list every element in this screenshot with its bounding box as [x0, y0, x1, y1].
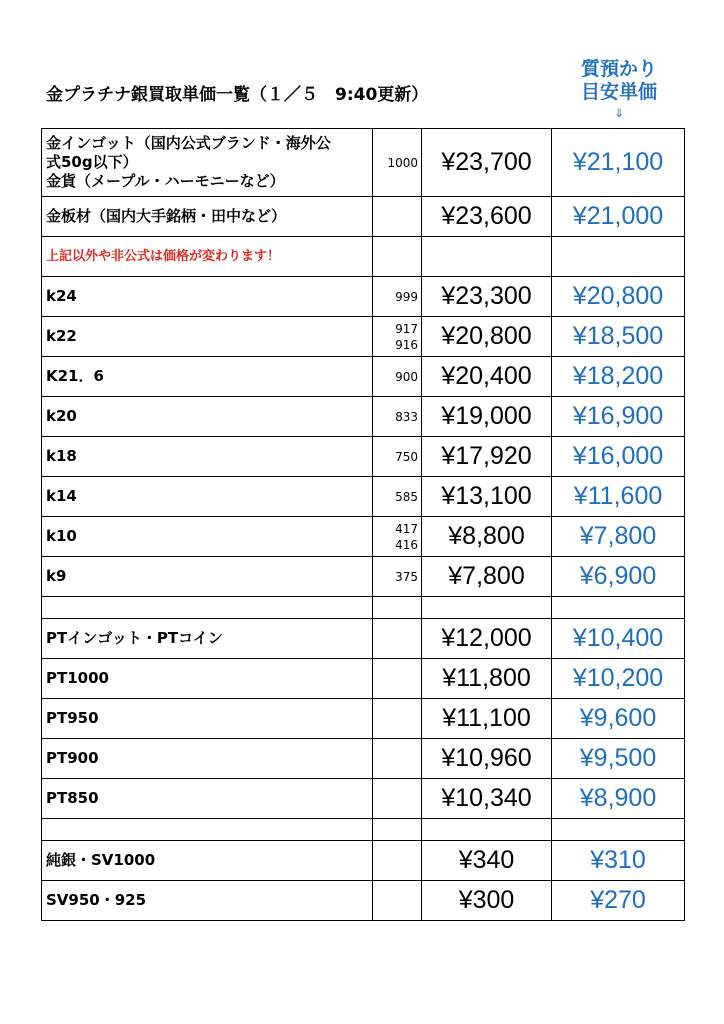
table-row: [42, 357, 685, 397]
item-name: [42, 841, 373, 881]
price-table: [41, 128, 685, 921]
item-name-line: PTインゴット・PTコイン: [46, 629, 223, 647]
item-name: [42, 477, 373, 517]
purity-cell: [373, 517, 422, 557]
purity-value: 416: [395, 537, 418, 552]
table-row: [42, 517, 685, 557]
buy-price: ¥19,000: [422, 397, 552, 437]
item-name: [42, 659, 373, 699]
purity-cell: [373, 129, 422, 197]
table-row: [42, 779, 685, 819]
item-name-line: k9: [46, 567, 67, 585]
purity-cell: [373, 619, 422, 659]
table-row: [42, 237, 685, 277]
pawn-price: [552, 819, 685, 841]
pawn-header-line2: 目安単価: [580, 81, 657, 103]
buy-price: ¥12,000: [422, 619, 552, 659]
pawn-price: ¥6,900: [552, 557, 685, 597]
item-name: [42, 129, 373, 197]
purity-value: 833: [395, 409, 418, 424]
item-name-line: PT950: [46, 709, 99, 727]
item-name: [42, 437, 373, 477]
buy-price: ¥7,800: [422, 557, 552, 597]
purity-cell: [373, 277, 422, 317]
purity-value: 375: [395, 569, 418, 584]
item-name-line: 純銀・SV1000: [46, 851, 156, 869]
item-name: [42, 739, 373, 779]
pawn-price-header: [560, 58, 678, 104]
item-name: [42, 197, 373, 237]
item-name-line: PT850: [46, 789, 99, 807]
item-name-line: 金板材（国内大手銘柄・田中など）: [46, 207, 287, 225]
buy-price: ¥10,960: [422, 739, 552, 779]
pawn-header-line1: 質預かり: [580, 58, 657, 80]
buy-price: ¥300: [422, 881, 552, 921]
buy-price: ¥20,400: [422, 357, 552, 397]
item-name-line: SV950・925: [46, 891, 147, 909]
table-row: [42, 477, 685, 517]
purity-cell: [373, 841, 422, 881]
pawn-price: ¥21,000: [552, 197, 685, 237]
item-name: [42, 779, 373, 819]
table-row: [42, 129, 685, 197]
purity-cell: [373, 317, 422, 357]
item-name-line: k20: [46, 407, 77, 425]
pawn-price: ¥18,200: [552, 357, 685, 397]
buy-price: [422, 237, 552, 277]
pawn-price: ¥16,900: [552, 397, 685, 437]
purity-cell: [373, 197, 422, 237]
pawn-price: ¥16,000: [552, 437, 685, 477]
item-name: [42, 397, 373, 437]
purity-value: 999: [395, 289, 418, 304]
purity-cell: [373, 237, 422, 277]
item-name: [42, 619, 373, 659]
purity-cell: [373, 397, 422, 437]
pawn-price: [552, 597, 685, 619]
table-row: [42, 659, 685, 699]
purity-cell: [373, 557, 422, 597]
buy-price: [422, 819, 552, 841]
table-row: [42, 277, 685, 317]
buy-price: ¥17,920: [422, 437, 552, 477]
pawn-price: ¥21,100: [552, 129, 685, 197]
table-row: [42, 197, 685, 237]
purity-value: 750: [395, 449, 418, 464]
item-name-line: k10: [46, 527, 77, 545]
buy-price: ¥8,800: [422, 517, 552, 557]
table-row: [42, 841, 685, 881]
item-name: [42, 597, 373, 619]
item-name-line: K21．6: [46, 367, 104, 385]
table-row: [42, 557, 685, 597]
item-name: [42, 517, 373, 557]
item-name: [42, 557, 373, 597]
item-name-line: 金インゴット（国内公式ブランド・海外公: [46, 134, 331, 152]
item-name-line: 式50g以下）: [46, 153, 138, 171]
purity-value: 916: [395, 337, 418, 352]
purity-cell: [373, 881, 422, 921]
pawn-price: ¥11,600: [552, 477, 685, 517]
pawn-price: ¥310: [552, 841, 685, 881]
pawn-price: ¥20,800: [552, 277, 685, 317]
purity-value: 585: [395, 489, 418, 504]
table-row: [42, 739, 685, 779]
pawn-price: ¥10,400: [552, 619, 685, 659]
purity-cell: [373, 357, 422, 397]
warning-note: [42, 237, 373, 277]
table-row: [42, 397, 685, 437]
item-name-line: PT900: [46, 749, 99, 767]
item-name-line: k22: [46, 327, 77, 345]
purity-value: 1000: [387, 155, 418, 170]
table-row: [42, 437, 685, 477]
table-row: [42, 699, 685, 739]
pawn-price: [552, 237, 685, 277]
item-name-line: k24: [46, 287, 77, 305]
item-name: [42, 277, 373, 317]
buy-price: ¥10,340: [422, 779, 552, 819]
buy-price: ¥23,300: [422, 277, 552, 317]
page-title: 金プラチナ銀買取単価一覧（１／５ 9:40更新）: [46, 85, 429, 105]
buy-price: ¥11,800: [422, 659, 552, 699]
down-arrow-icon: ⇓: [613, 106, 625, 120]
table-row: [42, 317, 685, 357]
item-name-line: PT1000: [46, 669, 109, 687]
purity-cell: [373, 699, 422, 739]
spacer-row: [42, 819, 685, 841]
item-name-line: 上記以外や非公式は価格が変わります！: [46, 249, 281, 264]
purity-cell: [373, 819, 422, 841]
pawn-price: ¥18,500: [552, 317, 685, 357]
buy-price: ¥23,600: [422, 197, 552, 237]
purity-cell: [373, 779, 422, 819]
buy-price: ¥11,100: [422, 699, 552, 739]
buy-price: ¥23,700: [422, 129, 552, 197]
pawn-price: ¥10,200: [552, 659, 685, 699]
item-name-line: k14: [46, 487, 77, 505]
item-name-line: k18: [46, 447, 77, 465]
item-name: [42, 881, 373, 921]
buy-price: ¥340: [422, 841, 552, 881]
buy-price: [422, 597, 552, 619]
pawn-price: ¥9,600: [552, 699, 685, 739]
pawn-price: ¥7,800: [552, 517, 685, 557]
purity-value: 917: [395, 321, 418, 336]
pawn-price: ¥9,500: [552, 739, 685, 779]
purity-cell: [373, 659, 422, 699]
item-name: [42, 357, 373, 397]
item-name: [42, 699, 373, 739]
buy-price: ¥20,800: [422, 317, 552, 357]
purity-cell: [373, 437, 422, 477]
purity-cell: [373, 739, 422, 779]
purity-value: 900: [395, 369, 418, 384]
table-row: [42, 881, 685, 921]
pawn-price: ¥8,900: [552, 779, 685, 819]
spacer-row: [42, 597, 685, 619]
purity-cell: [373, 477, 422, 517]
pawn-price: ¥270: [552, 881, 685, 921]
item-name: [42, 317, 373, 357]
purity-value: 417: [395, 521, 418, 536]
price-table-body: [42, 129, 685, 921]
buy-price: ¥13,100: [422, 477, 552, 517]
item-name: [42, 819, 373, 841]
purity-cell: [373, 597, 422, 619]
table-row: [42, 619, 685, 659]
item-name-line: 金貨（メープル・ハーモニーなど）: [46, 172, 285, 190]
